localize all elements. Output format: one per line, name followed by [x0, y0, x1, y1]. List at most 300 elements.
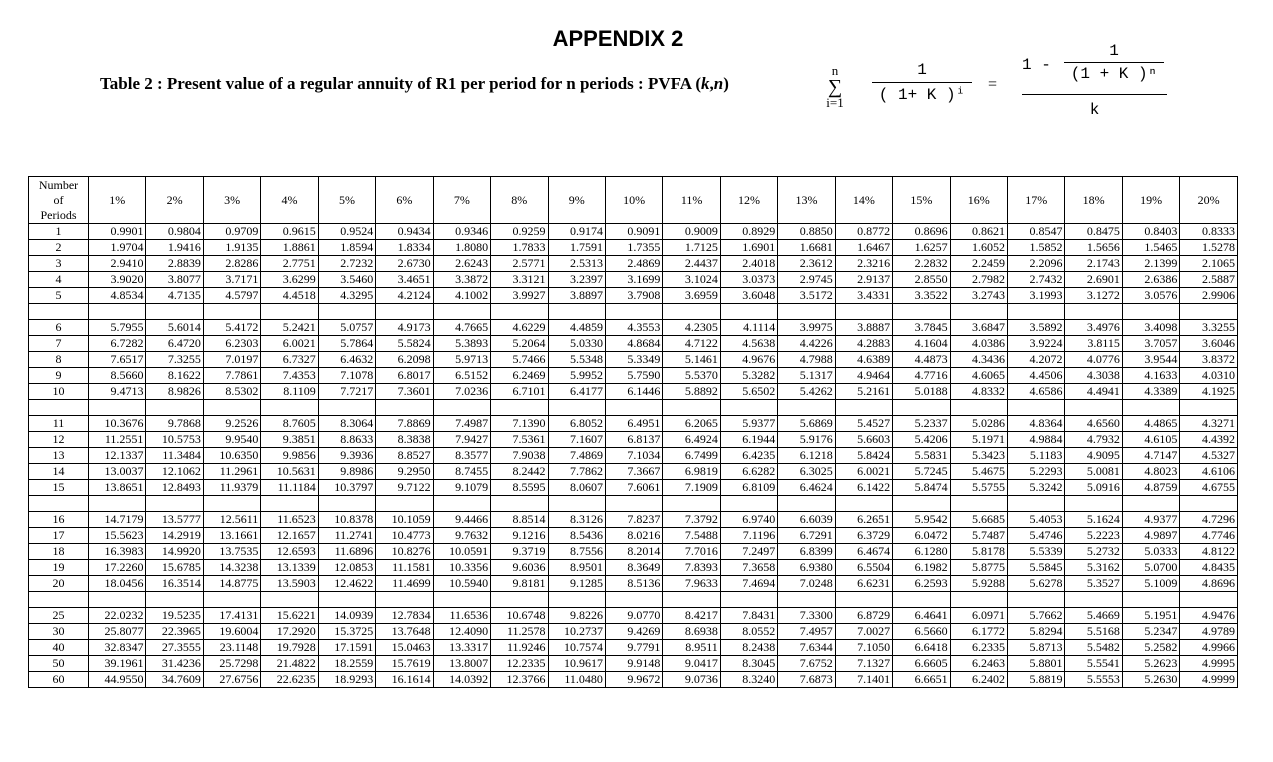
spacer-cell — [835, 304, 892, 320]
spacer-cell — [720, 400, 777, 416]
value-cell: 4.9476 — [1180, 608, 1238, 624]
spacer-cell — [1065, 304, 1122, 320]
value-cell: 7.1401 — [835, 672, 892, 688]
spacer-cell — [89, 400, 146, 416]
value-cell: 3.4976 — [1065, 320, 1122, 336]
value-cell: 6.6651 — [893, 672, 950, 688]
value-cell: 0.9091 — [605, 224, 662, 240]
value-cell: 7.8431 — [720, 608, 777, 624]
rate-header: 10% — [605, 177, 662, 224]
value-cell: 5.0916 — [1065, 480, 1122, 496]
value-cell: 4.5638 — [720, 336, 777, 352]
value-cell: 7.6061 — [605, 480, 662, 496]
value-cell: 32.8347 — [89, 640, 146, 656]
value-cell: 12.5611 — [203, 512, 260, 528]
value-cell: 14.0939 — [318, 608, 375, 624]
value-cell: 4.6229 — [491, 320, 548, 336]
spacer-cell — [29, 496, 89, 512]
value-cell: 10.7574 — [548, 640, 605, 656]
value-cell: 9.8986 — [318, 464, 375, 480]
value-cell: 6.7291 — [778, 528, 835, 544]
value-cell: 11.9246 — [491, 640, 548, 656]
value-cell: 5.0333 — [1122, 544, 1179, 560]
rate-header: 17% — [1008, 177, 1065, 224]
value-cell: 13.0037 — [89, 464, 146, 480]
value-cell: 5.2347 — [1122, 624, 1179, 640]
value-cell: 10.3797 — [318, 480, 375, 496]
value-cell: 7.4694 — [720, 576, 777, 592]
value-cell: 9.3719 — [491, 544, 548, 560]
table-row — [29, 624, 1238, 640]
value-cell: 0.9009 — [663, 224, 720, 240]
value-cell: 5.5755 — [950, 480, 1007, 496]
value-cell: 6.5152 — [433, 368, 490, 384]
value-cell: 14.9920 — [146, 544, 203, 560]
value-cell: 12.4090 — [433, 624, 490, 640]
caption-var-k: k — [700, 74, 710, 93]
table-row — [29, 656, 1238, 672]
value-cell: 7.1327 — [835, 656, 892, 672]
value-cell: 8.8633 — [318, 432, 375, 448]
value-cell: 9.9856 — [261, 448, 318, 464]
caption-suffix: ) — [723, 74, 729, 93]
value-cell: 5.0188 — [893, 384, 950, 400]
spacer-cell — [491, 496, 548, 512]
value-cell: 4.4518 — [261, 288, 318, 304]
value-cell: 17.4131 — [203, 608, 260, 624]
value-cell: 12.8493 — [146, 480, 203, 496]
value-cell: 5.9713 — [433, 352, 490, 368]
spacer-cell — [433, 592, 490, 608]
value-cell: 4.9377 — [1122, 512, 1179, 528]
spacer-cell — [663, 496, 720, 512]
table-row — [29, 576, 1238, 592]
value-cell: 15.7619 — [376, 656, 433, 672]
period-cell: 15 — [29, 480, 89, 496]
inner-denominator: (1 + K )ⁿ — [1070, 65, 1158, 83]
value-cell: 13.7648 — [376, 624, 433, 640]
value-cell: 2.9906 — [1180, 288, 1238, 304]
period-cell: 25 — [29, 608, 89, 624]
spacer-cell — [893, 304, 950, 320]
value-cell: 5.5824 — [376, 336, 433, 352]
value-cell: 4.3038 — [1065, 368, 1122, 384]
value-cell: 5.5831 — [893, 448, 950, 464]
value-cell: 6.1446 — [605, 384, 662, 400]
value-cell: 13.1661 — [203, 528, 260, 544]
value-cell: 7.1390 — [491, 416, 548, 432]
table-row — [29, 224, 1238, 240]
value-cell: 4.4392 — [1180, 432, 1238, 448]
value-cell: 5.3282 — [720, 368, 777, 384]
table-row — [29, 640, 1238, 656]
value-cell: 2.7432 — [1008, 272, 1065, 288]
value-cell: 13.5903 — [261, 576, 318, 592]
value-cell: 3.0373 — [720, 272, 777, 288]
spacer-cell — [605, 304, 662, 320]
value-cell: 8.3045 — [720, 656, 777, 672]
table-row — [29, 368, 1238, 384]
value-cell: 4.6065 — [950, 368, 1007, 384]
value-cell: 6.2469 — [491, 368, 548, 384]
value-cell: 0.9259 — [491, 224, 548, 240]
value-cell: 6.1772 — [950, 624, 1007, 640]
value-cell: 5.4746 — [1008, 528, 1065, 544]
value-cell: 6.7499 — [663, 448, 720, 464]
value-cell: 5.8713 — [1008, 640, 1065, 656]
value-cell: 3.8897 — [548, 288, 605, 304]
value-cell: 5.5370 — [663, 368, 720, 384]
value-cell: 4.3553 — [605, 320, 662, 336]
value-cell: 8.0552 — [720, 624, 777, 640]
value-cell: 5.1183 — [1008, 448, 1065, 464]
value-cell: 4.0310 — [1180, 368, 1238, 384]
table-row — [29, 272, 1238, 288]
table-body — [29, 224, 1238, 688]
rate-header: 5% — [318, 177, 375, 224]
value-cell: 2.6386 — [1122, 272, 1179, 288]
spacer-cell — [318, 400, 375, 416]
value-cell: 3.9975 — [778, 320, 835, 336]
value-cell: 7.4353 — [261, 368, 318, 384]
value-cell: 15.6785 — [146, 560, 203, 576]
value-cell: 1.6681 — [778, 240, 835, 256]
value-cell: 9.7632 — [433, 528, 490, 544]
value-cell: 8.6938 — [663, 624, 720, 640]
value-cell: 1.9704 — [89, 240, 146, 256]
spacer-cell — [835, 400, 892, 416]
value-cell: 10.3676 — [89, 416, 146, 432]
value-cell: 2.8550 — [893, 272, 950, 288]
value-cell: 8.2442 — [491, 464, 548, 480]
appendix-heading: APPENDIX 2 — [552, 26, 684, 51]
value-cell: 6.4924 — [663, 432, 720, 448]
value-cell: 4.7135 — [146, 288, 203, 304]
value-cell: 2.6730 — [376, 256, 433, 272]
value-cell: 31.4236 — [146, 656, 203, 672]
value-cell: 4.3295 — [318, 288, 375, 304]
value-cell: 6.2402 — [950, 672, 1007, 688]
value-cell: 10.8276 — [376, 544, 433, 560]
table-row — [29, 608, 1238, 624]
value-cell: 16.1614 — [376, 672, 433, 688]
value-cell: 2.2459 — [950, 256, 1007, 272]
value-cell: 5.7662 — [1008, 608, 1065, 624]
spacer-cell — [1180, 496, 1238, 512]
value-cell: 5.8775 — [950, 560, 1007, 576]
value-cell: 9.4269 — [605, 624, 662, 640]
rate-header: 16% — [950, 177, 1007, 224]
value-cell: 6.6039 — [778, 512, 835, 528]
value-cell: 1.7833 — [491, 240, 548, 256]
closed-form-numerator — [1022, 42, 1167, 92]
value-cell: 0.9709 — [203, 224, 260, 240]
value-cell: 15.6221 — [261, 608, 318, 624]
value-cell: 6.8052 — [548, 416, 605, 432]
value-cell: 8.4217 — [663, 608, 720, 624]
value-cell: 7.1909 — [663, 480, 720, 496]
table-row — [29, 512, 1238, 528]
value-cell: 7.9038 — [491, 448, 548, 464]
value-cell: 8.1622 — [146, 368, 203, 384]
value-cell: 5.8178 — [950, 544, 1007, 560]
rate-header: 2% — [146, 177, 203, 224]
value-cell: 3.1699 — [605, 272, 662, 288]
period-cell: 50 — [29, 656, 89, 672]
value-cell: 4.2072 — [1008, 352, 1065, 368]
value-cell: 4.1114 — [720, 320, 777, 336]
value-cell: 6.3025 — [778, 464, 835, 480]
spacer-cell — [605, 400, 662, 416]
value-cell: 4.9999 — [1180, 672, 1238, 688]
value-cell: 2.1743 — [1065, 256, 1122, 272]
value-cell: 11.2741 — [318, 528, 375, 544]
value-cell: 2.6243 — [433, 256, 490, 272]
value-cell: 6.1982 — [893, 560, 950, 576]
value-cell: 2.8839 — [146, 256, 203, 272]
spacer-cell — [203, 592, 260, 608]
spacer-cell — [146, 400, 203, 416]
period-cell: 6 — [29, 320, 89, 336]
value-cell: 6.2098 — [376, 352, 433, 368]
value-cell: 7.0248 — [778, 576, 835, 592]
value-cell: 22.3965 — [146, 624, 203, 640]
value-cell: 4.6755 — [1180, 480, 1238, 496]
value-cell: 5.1624 — [1065, 512, 1122, 528]
value-cell: 11.0480 — [548, 672, 605, 688]
value-cell: 9.3936 — [318, 448, 375, 464]
value-cell: 13.3317 — [433, 640, 490, 656]
value-cell: 19.7928 — [261, 640, 318, 656]
value-cell: 9.0770 — [605, 608, 662, 624]
spacer-cell — [89, 304, 146, 320]
value-cell: 9.7868 — [146, 416, 203, 432]
period-cell: 18 — [29, 544, 89, 560]
value-cell: 5.2064 — [491, 336, 548, 352]
value-cell: 5.2161 — [835, 384, 892, 400]
value-cell: 1.6467 — [835, 240, 892, 256]
value-cell: 7.3667 — [605, 464, 662, 480]
discount-denominator: ( 1+ K )ⁱ — [878, 86, 966, 104]
summation-sign — [820, 64, 850, 110]
value-cell: 9.2950 — [376, 464, 433, 480]
value-cell: 4.4873 — [893, 352, 950, 368]
value-cell: 4.1002 — [433, 288, 490, 304]
value-cell: 44.9550 — [89, 672, 146, 688]
value-cell: 8.3577 — [433, 448, 490, 464]
value-cell: 4.9884 — [1008, 432, 1065, 448]
value-cell: 5.5845 — [1008, 560, 1065, 576]
value-cell: 5.4172 — [203, 320, 260, 336]
spacer-cell — [146, 592, 203, 608]
value-cell: 4.6586 — [1008, 384, 1065, 400]
rate-header: 12% — [720, 177, 777, 224]
rate-header: 14% — [835, 177, 892, 224]
value-cell: 0.8929 — [720, 224, 777, 240]
value-cell: 5.5339 — [1008, 544, 1065, 560]
value-cell: 4.9897 — [1122, 528, 1179, 544]
value-cell: 11.2961 — [203, 464, 260, 480]
value-cell: 39.1961 — [89, 656, 146, 672]
spacer-cell — [261, 592, 318, 608]
value-cell: 7.1050 — [835, 640, 892, 656]
value-cell: 7.9427 — [433, 432, 490, 448]
value-cell: 7.3792 — [663, 512, 720, 528]
value-cell: 0.8333 — [1180, 224, 1238, 240]
value-cell: 9.1216 — [491, 528, 548, 544]
value-cell: 0.8621 — [950, 224, 1007, 240]
value-cell: 5.0330 — [548, 336, 605, 352]
table-row — [29, 288, 1238, 304]
value-cell: 3.3522 — [893, 288, 950, 304]
sigma-lower: i=1 — [826, 95, 844, 110]
value-cell: 10.1059 — [376, 512, 433, 528]
value-cell: 13.8007 — [433, 656, 490, 672]
table-caption — [100, 74, 729, 94]
value-cell: 14.7179 — [89, 512, 146, 528]
value-cell: 6.8109 — [720, 480, 777, 496]
spacer-cell — [950, 496, 1007, 512]
value-cell: 5.3893 — [433, 336, 490, 352]
value-cell: 4.1633 — [1122, 368, 1179, 384]
period-cell: 13 — [29, 448, 89, 464]
value-cell: 3.6048 — [720, 288, 777, 304]
value-cell: 5.9288 — [950, 576, 1007, 592]
table-row — [29, 672, 1238, 688]
value-cell: 5.1317 — [778, 368, 835, 384]
value-cell: 0.9346 — [433, 224, 490, 240]
value-cell: 4.6389 — [835, 352, 892, 368]
value-cell: 11.2578 — [491, 624, 548, 640]
value-cell: 6.4624 — [778, 480, 835, 496]
value-cell: 15.3725 — [318, 624, 375, 640]
value-cell: 6.2303 — [203, 336, 260, 352]
spacer-cell — [720, 592, 777, 608]
value-cell: 0.9524 — [318, 224, 375, 240]
value-cell: 5.3527 — [1065, 576, 1122, 592]
value-cell: 3.8115 — [1065, 336, 1122, 352]
value-cell: 5.7955 — [89, 320, 146, 336]
value-cell: 8.2014 — [605, 544, 662, 560]
period-cell: 40 — [29, 640, 89, 656]
period-cell: 2 — [29, 240, 89, 256]
value-cell: 8.5595 — [491, 480, 548, 496]
value-cell: 5.7864 — [318, 336, 375, 352]
sigma-symbol: ∑ — [827, 76, 843, 98]
value-cell: 3.7845 — [893, 320, 950, 336]
value-cell: 3.4331 — [835, 288, 892, 304]
rate-header: 6% — [376, 177, 433, 224]
value-cell: 1.5656 — [1065, 240, 1122, 256]
value-cell: 10.6748 — [491, 608, 548, 624]
value-cell: 1.6052 — [950, 240, 1007, 256]
value-cell: 4.8023 — [1122, 464, 1179, 480]
value-cell: 5.4206 — [893, 432, 950, 448]
value-cell: 6.4235 — [720, 448, 777, 464]
value-cell: 9.2526 — [203, 416, 260, 432]
value-cell: 9.6036 — [491, 560, 548, 576]
value-cell: 6.4720 — [146, 336, 203, 352]
value-cell: 4.1925 — [1180, 384, 1238, 400]
value-cell: 5.3162 — [1065, 560, 1122, 576]
rate-header: 4% — [261, 177, 318, 224]
value-cell: 0.9901 — [89, 224, 146, 240]
spacer-cell — [433, 496, 490, 512]
value-cell: 9.7791 — [605, 640, 662, 656]
value-cell: 6.7282 — [89, 336, 146, 352]
value-cell: 5.2630 — [1122, 672, 1179, 688]
value-cell: 8.0216 — [605, 528, 662, 544]
value-cell: 12.1062 — [146, 464, 203, 480]
value-cell: 17.2920 — [261, 624, 318, 640]
value-cell: 4.8759 — [1122, 480, 1179, 496]
spacer-cell — [1008, 304, 1065, 320]
spacer-cell — [835, 496, 892, 512]
table-row — [29, 480, 1238, 496]
value-cell: 3.2743 — [950, 288, 1007, 304]
spacer-cell — [893, 496, 950, 512]
period-cell: 60 — [29, 672, 89, 688]
period-cell: 11 — [29, 416, 89, 432]
spacer-cell — [1008, 592, 1065, 608]
value-cell: 10.4773 — [376, 528, 433, 544]
value-cell: 4.9676 — [720, 352, 777, 368]
table-row — [29, 416, 1238, 432]
value-cell: 4.7716 — [893, 368, 950, 384]
rate-header: 13% — [778, 177, 835, 224]
value-cell: 4.9464 — [835, 368, 892, 384]
value-cell: 7.3300 — [778, 608, 835, 624]
period-cell: 19 — [29, 560, 89, 576]
discount-numerator: 1 — [917, 61, 927, 79]
value-cell: 3.8077 — [146, 272, 203, 288]
value-cell: 6.6282 — [720, 464, 777, 480]
value-cell: 13.7535 — [203, 544, 260, 560]
value-cell: 2.2096 — [1008, 256, 1065, 272]
value-cell: 5.3242 — [1008, 480, 1065, 496]
spacer-cell — [1065, 496, 1122, 512]
value-cell: 18.2559 — [318, 656, 375, 672]
value-cell: 25.7298 — [203, 656, 260, 672]
closed-form-denominator: k — [1089, 101, 1100, 119]
value-cell: 7.0236 — [433, 384, 490, 400]
sigma-upper: n — [831, 63, 839, 78]
spacer-cell — [605, 592, 662, 608]
value-cell: 3.3872 — [433, 272, 490, 288]
value-cell: 3.1024 — [663, 272, 720, 288]
value-cell: 5.4262 — [778, 384, 835, 400]
inner-fraction — [1064, 42, 1164, 83]
value-cell: 5.5541 — [1065, 656, 1122, 672]
value-cell: 0.9804 — [146, 224, 203, 240]
value-cell: 5.8819 — [1008, 672, 1065, 688]
spacer-cell — [491, 592, 548, 608]
spacer-cell — [1065, 592, 1122, 608]
value-cell: 4.0386 — [950, 336, 1007, 352]
value-cell: 2.5771 — [491, 256, 548, 272]
spacer-cell — [376, 400, 433, 416]
value-cell: 7.1196 — [720, 528, 777, 544]
value-cell: 6.0971 — [950, 608, 1007, 624]
period-cell: 5 — [29, 288, 89, 304]
value-cell: 3.7908 — [605, 288, 662, 304]
value-cell: 0.8850 — [778, 224, 835, 240]
discount-fraction — [872, 60, 972, 105]
value-cell: 6.2335 — [950, 640, 1007, 656]
value-cell: 4.3389 — [1122, 384, 1179, 400]
value-cell: 5.9542 — [893, 512, 950, 528]
value-cell: 2.4018 — [720, 256, 777, 272]
